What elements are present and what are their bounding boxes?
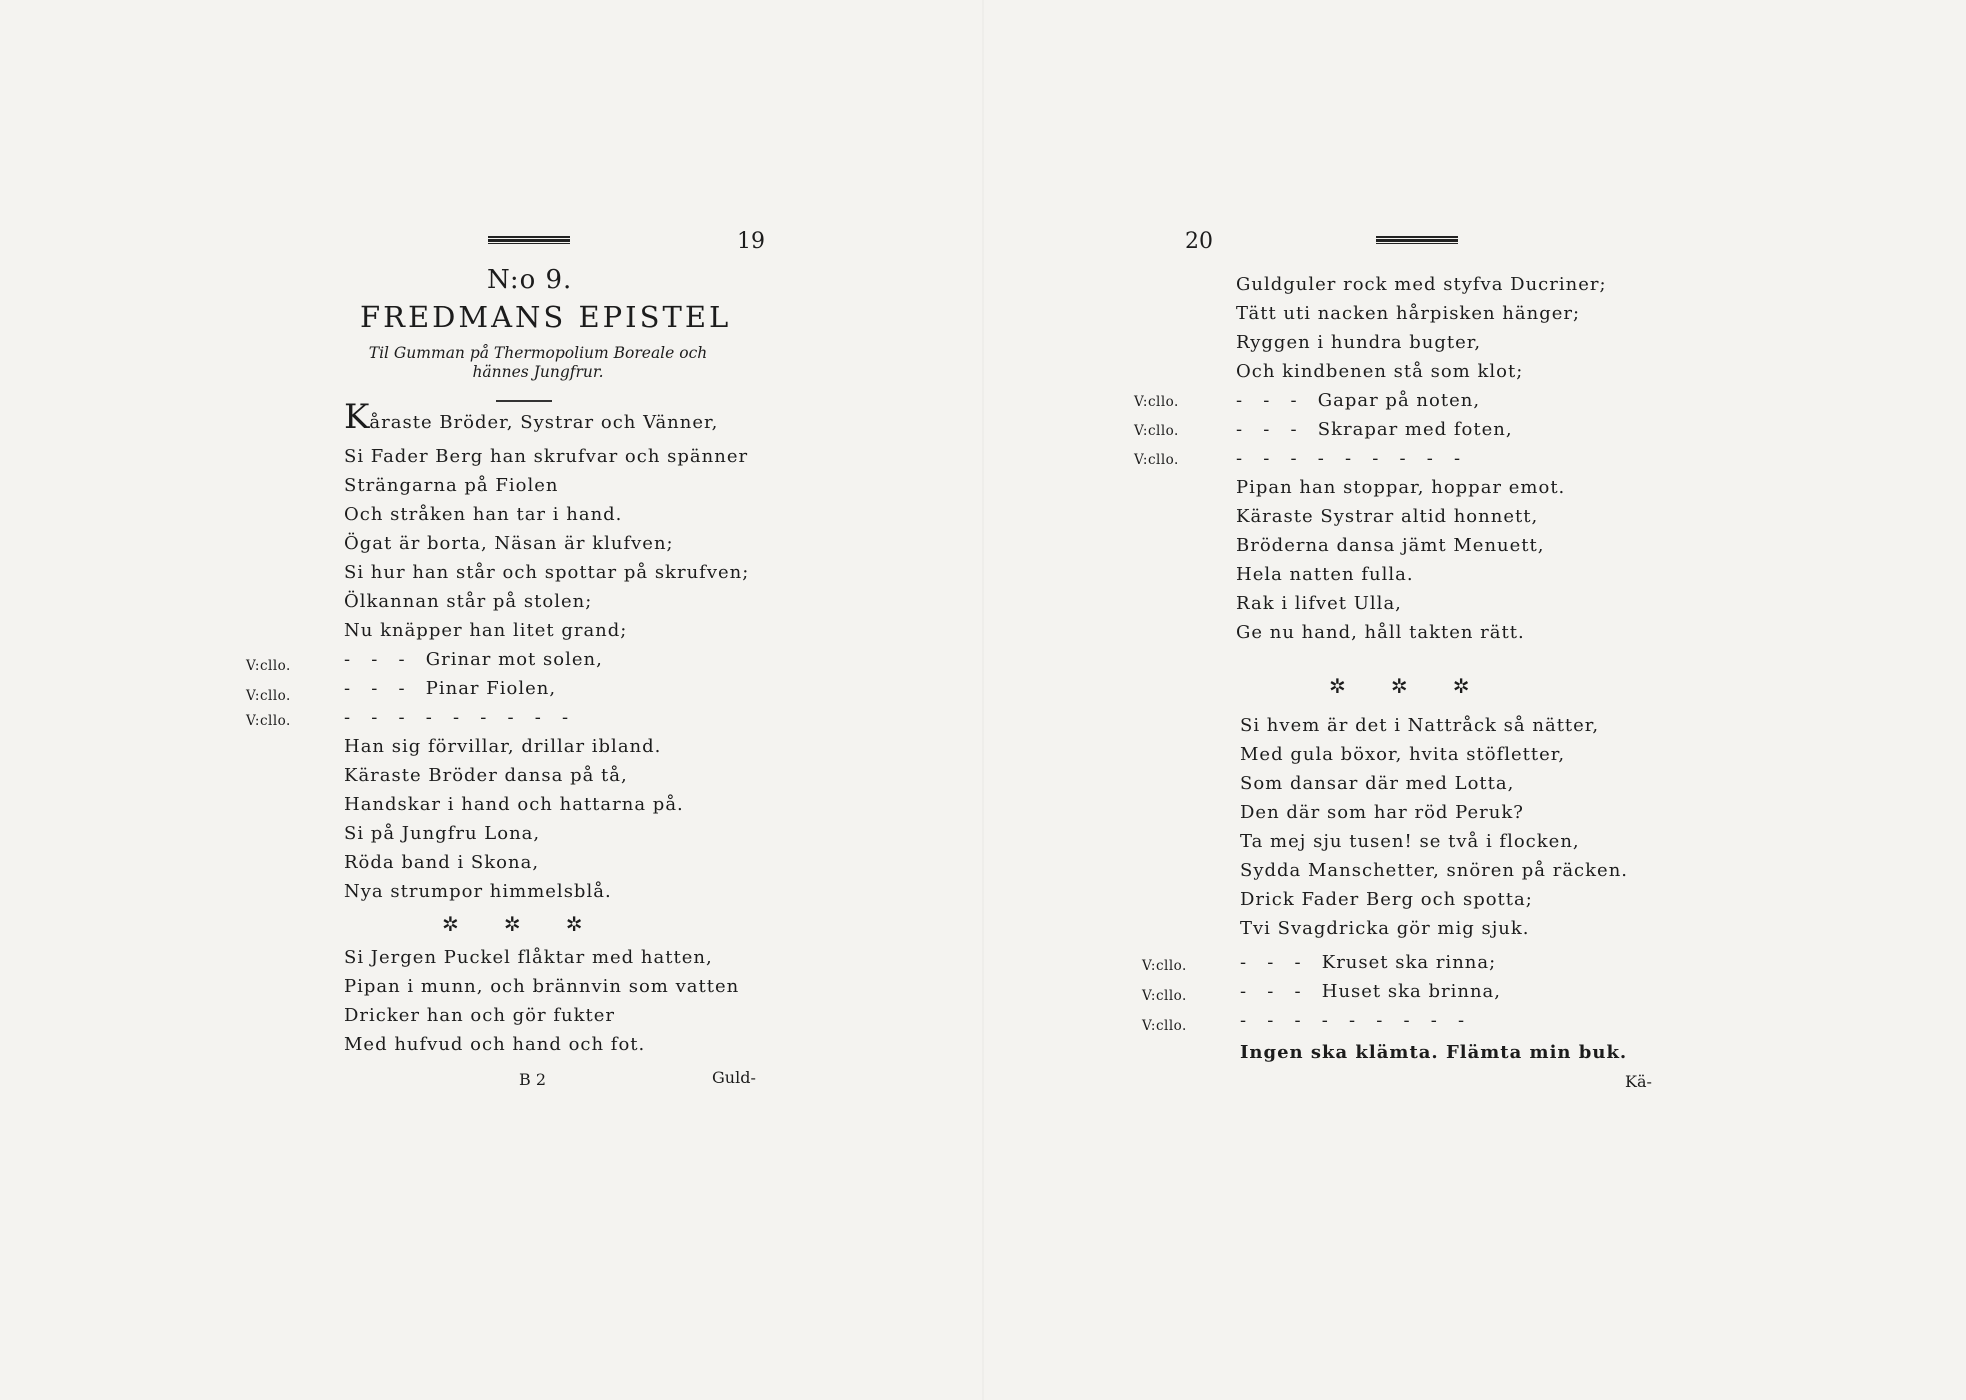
verse-line: Kåraste Bröder, Systrar och Vänner, [344,397,719,437]
verse-line: Rak i lifvet Ulla, [1236,593,1402,614]
violoncello-label: V:cllo. [1142,1018,1187,1034]
verse-line: Och stråken han tar i hand. [344,504,623,525]
verse-line: - - - Pinar Fiolen, [344,678,557,699]
verse-line: Den där som har röd Peruk? [1240,802,1524,823]
verse-line: Ingen ska klämta. Flämta min buk. [1240,1042,1628,1063]
verse-line: Röda band i Skona, [344,852,540,873]
verse-line: Ögat är borta, Näsan är klufven; [344,533,674,554]
verse-line: Ryggen i hundra bugter, [1236,332,1482,353]
verse-line: Si hur han står och spottar på skrufven; [344,562,750,583]
verse-line: Pipan i munn, och brännvin som vatten [344,976,740,997]
verse-line: - - - - - - - - - [1236,448,1462,469]
violoncello-label: V:cllo. [246,688,291,704]
stanza-stars: ✲ ✲ ✲ [442,912,584,936]
epistle-subtitle: Til Gumman på Thermopolium Boreale och hännes Jungfrur. [368,344,708,381]
page-gutter [982,0,984,1400]
verse-line: Som dansar där med Lotta, [1240,773,1515,794]
catchword: Guld- [712,1068,756,1087]
verse-line: Strängarna på Fiolen [344,475,559,496]
verse-line: Ge nu hand, håll takten rätt. [1236,622,1525,643]
verse-line: Och kindbenen stå som klot; [1236,361,1524,382]
verse-line: Si hvem är det i Nattråck så nätter, [1240,715,1600,736]
violoncello-label: V:cllo. [246,713,291,729]
verse-line: Han sig förvillar, drillar ibland. [344,736,662,757]
violoncello-label: V:cllo. [1142,988,1187,1004]
verse-line: Ta mej sju tusen! se två i flocken, [1240,831,1580,852]
page-number-right: 20 [1185,229,1213,254]
verse-line: - - - Kruset ska rinna; [1240,952,1497,973]
violoncello-label: V:cllo. [1134,394,1179,410]
verse-line: Nu knäpper han litet grand; [344,620,628,641]
verse-line: Hela natten fulla. [1236,564,1414,585]
page-number-left: 19 [737,229,765,254]
epistle-number: N:o 9. [487,265,573,295]
verse-line: Si Jergen Puckel flåktar med hatten, [344,947,713,968]
verse-line: Tätt uti nacken hårpisken hänger; [1236,303,1581,324]
verse-line: Pipan han stoppar, hoppar emot. [1236,477,1566,498]
verse-line: - - - - - - - - - [344,707,570,728]
verse-line: Sydda Manschetter, snören på räcken. [1240,860,1629,881]
verse-line: Ölkannan står på stolen; [344,591,593,612]
verse-line: - - - - - - - - - [1240,1010,1466,1031]
header-ornament-right [1376,236,1458,244]
verse-line: Bröderna dansa jämt Menuett, [1236,535,1545,556]
header-ornament-left [488,236,570,244]
verse-line: Käraste Bröder dansa på tå, [344,765,628,786]
verse-line: - - - Skrapar med foten, [1236,419,1513,440]
verse-line: Med hufvud och hand och fot. [344,1034,646,1055]
verse-line: Med gula böxor, hvita stöfletter, [1240,744,1566,765]
drop-cap: K [344,397,370,437]
verse-line: Handskar i hand och hattarna på. [344,794,684,815]
violoncello-label: V:cllo. [1134,423,1179,439]
verse-line: Dricker han och gör fukter [344,1005,615,1026]
verse-line: Drick Fader Berg och spotta; [1240,889,1533,910]
verse-line: Nya strumpor himmelsblå. [344,881,612,902]
stanza-stars: ✲ ✲ ✲ [1329,674,1471,698]
epistle-title: FREDMANS EPISTEL [360,300,732,334]
violoncello-label: V:cllo. [1142,958,1187,974]
signature-mark: B 2 [519,1070,547,1089]
verse-line: Käraste Systrar altid honnett, [1236,506,1539,527]
verse-line: - - - Grinar mot solen, [344,649,603,670]
title-rule [496,400,552,402]
violoncello-label: V:cllo. [1134,452,1179,468]
verse-line: Si Fader Berg han skrufvar och spänner [344,446,749,467]
verse-line: Tvi Svagdricka gör mig sjuk. [1240,918,1530,939]
violoncello-label: V:cllo. [246,658,291,674]
verse-line: Guldguler rock med styfva Ducriner; [1236,274,1607,295]
catchword: Kä- [1625,1072,1652,1091]
verse-line: - - - Huset ska brinna, [1240,981,1501,1002]
verse-line: - - - Gapar på noten, [1236,390,1481,411]
verse-line: Si på Jungfru Lona, [344,823,541,844]
